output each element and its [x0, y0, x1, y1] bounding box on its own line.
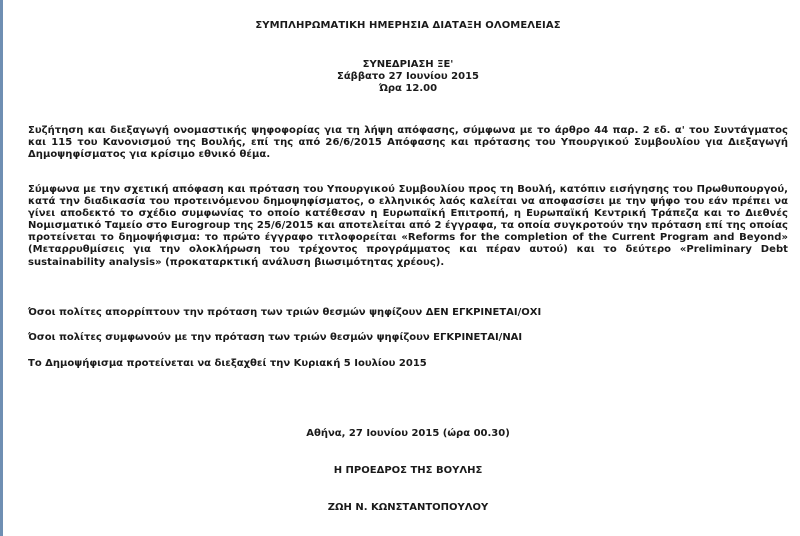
session-time: Ώρα 12.00 [378, 83, 438, 94]
session-header [28, 59, 788, 95]
referendum-date-statement: Το Δημοψήφισμα προτείνεται να διεξαχθεί την Κυριακή 5 Ιουλίου 2015 [28, 358, 427, 369]
session-date: Σάββατο 27 Ιουνίου 2015 [336, 71, 479, 82]
signatory-title: Η ΠΡΟΕΔΡΟΣ ΤΗΣ ΒΟΥΛΗΣ [333, 465, 483, 476]
signatory-name: ΖΩΗ Ν. ΚΩΝΣΤΑΝΤΟΠΟΥΛΟΥ [327, 502, 489, 513]
paragraph-discussion: Συζήτηση και διεξαγωγή ονομαστικής ψηφοφορίας για τη λήψη απόφασης, σύμφωνα με το άρθρο 44 παρ. 2 εδ. α' του Συντάγματος και 115 του Κανονισμού της Βουλής, επί της από 26/6/2015 Απόφασης και πρότασης του Υπουργικού Συμβουλίου για Διεξαγωγή Δημοψηφίσματος για κρίσιμο εθνικό θέμα. [28, 125, 788, 161]
page-left-border [0, 0, 3, 536]
place-date: Αθήνα, 27 Ιουνίου 2015 (ώρα 00.30) [306, 428, 510, 439]
vote-no-statement: Όσοι πολίτες απορρίπτουν την πρόταση των τριών θεσμών ψηφίζουν ΔΕΝ ΕΓΚΡΙΝΕΤΑΙ/ΟΧΙ [28, 307, 542, 318]
vote-yes-statement: Όσοι πολίτες συμφωνούν με την πρόταση των τριών θεσμών ψηφίζουν ΕΓΚΡΙΝΕΤΑΙ/ΝΑΙ [28, 332, 523, 343]
paragraph-proposal: Σύμφωνα με την σχετική απόφαση και πρόταση του Υπουργικού Συμβουλίου προς τη Βουλή, κατόπιν εισήγησης του Πρωθυπουργού, κατά την διαδικασία του προτεινόμενου δημοψηφίσματος, ο ελληνικός λαός καλείται να αποφασίσει με την ψήφο του εάν πρέπει να γίνει αποδεκτό το σχέδιο συμφωνίας το οποίο κατέθεσαν η Ευρωπαϊκή Επιτροπή, η Ευρωπαϊκή Κεντρική Τράπεζα και το Διεθνές Νομισματικό Ταμείο στο Eurogroup της 25/6/2015 και αποτελείται από 2 έγγραφα, τα οποία συγκροτούν την πρόταση επί της οποίας προτείνεται το δημοψήφισμα: το πρώτο έγγραφο τιτλοφορείται «Reforms for the completion of the Current Program and Beyond» (Μεταρρυθμίσεις για την ολοκλήρωση του τρέχοντος προγράμματος και πέραν αυτού) και το δεύτερο «Preliminary Debt sustainability analysis» (προκαταρκτική ανάλυση βιωσιμότητας χρέους). [28, 184, 788, 268]
session-number: ΣΥΝΕΔΡΙΑΣΗ ΞΕ' [362, 59, 454, 70]
document-title: ΣΥΜΠΛΗΡΩΜΑΤΙΚΗ ΗΜΕΡΗΣΙΑ ΔΙΑΤΑΞΗ ΟΛΟΜΕΛΕΙΑΣ [255, 20, 561, 31]
